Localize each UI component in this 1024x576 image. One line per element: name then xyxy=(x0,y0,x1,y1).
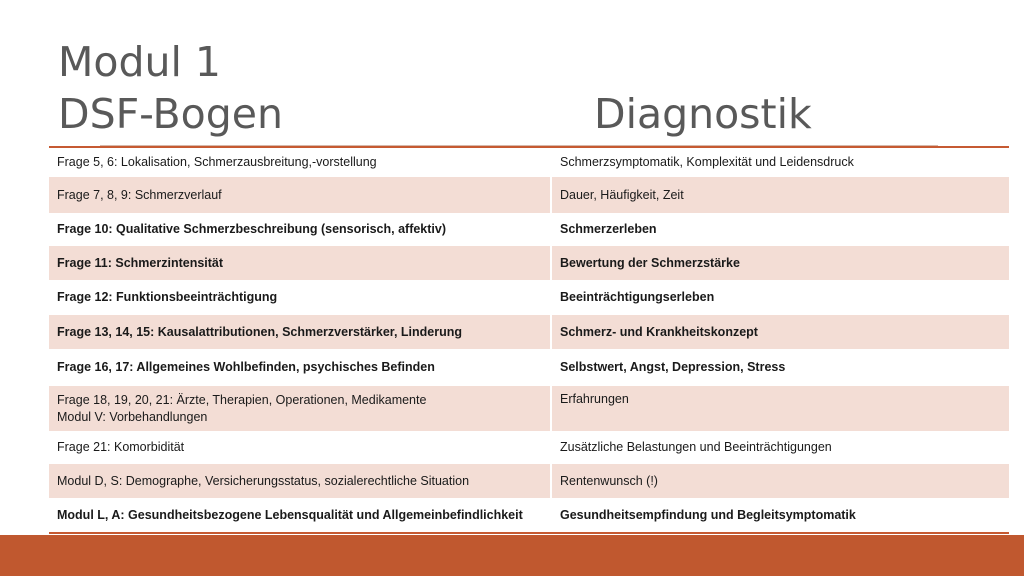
table-row xyxy=(49,431,1009,464)
table-row xyxy=(49,147,1009,177)
table-row xyxy=(49,386,1009,431)
title-line-2: DSF-Bogen xyxy=(58,90,283,138)
table-row xyxy=(49,177,1009,213)
table-cell-right: Selbstwert, Angst, Depression, Stress xyxy=(551,349,1009,386)
table-row xyxy=(49,315,1009,349)
mapping-table xyxy=(49,146,1009,534)
title-right: Diagnostik xyxy=(594,90,812,138)
table-cell-left: Frage 21: Komorbidität xyxy=(49,431,551,464)
table-cell-left: Modul D, S: Demographe, Versicherungsstatus, sozialerechtliche Situation xyxy=(49,464,551,498)
table-cell-left: Frage 11: Schmerzintensität xyxy=(49,246,551,280)
table-cell-left: Frage 12: Funktionsbeeinträchtigung xyxy=(49,280,551,315)
table-cell-left-line2: Modul V: Vorbehandlungen xyxy=(57,409,208,424)
table-cell-left-line1: Frage 18, 19, 20, 21: Ärzte, Therapien, Operationen, Medikamente xyxy=(57,392,427,407)
table-cell-right: Erfahrungen xyxy=(551,386,1009,431)
table-cell-left: Frage 13, 14, 15: Kausalattributionen, Schmerzverstärker, Linderung xyxy=(49,315,551,349)
table-cell-left: Frage 16, 17: Allgemeines Wohlbefinden, psychisches Befinden xyxy=(49,349,551,386)
table-cell-left xyxy=(49,386,551,431)
title-line-1: Modul 1 xyxy=(58,38,221,86)
table-cell-right: Rentenwunsch (!) xyxy=(551,464,1009,498)
table-row xyxy=(49,280,1009,315)
table-cell-right: Gesundheitsempfindung und Begleitsymptomatik xyxy=(551,498,1009,533)
table-cell-right: Zusätzliche Belastungen und Beeinträchtigungen xyxy=(551,431,1009,464)
table-cell-right: Schmerzsymptomatik, Komplexität und Leidensdruck xyxy=(551,147,1009,177)
table-cell-right: Bewertung der Schmerzstärke xyxy=(551,246,1009,280)
table-row xyxy=(49,464,1009,498)
table-cell-right: Schmerz- und Krankheitskonzept xyxy=(551,315,1009,349)
table-cell-left: Modul L, A: Gesundheitsbezogene Lebensqualität und Allgemeinbefindlichkeit xyxy=(49,498,551,533)
table-cell-right: Beeinträchtigungserleben xyxy=(551,280,1009,315)
table-row xyxy=(49,213,1009,246)
bottom-accent-bar xyxy=(0,535,1024,576)
table-cell-right: Dauer, Häufigkeit, Zeit xyxy=(551,177,1009,213)
table-cell-left: Frage 10: Qualitative Schmerzbeschreibung (sensorisch, affektiv) xyxy=(49,213,551,246)
table-cell-left: Frage 7, 8, 9: Schmerzverlauf xyxy=(49,177,551,213)
table-cell-left: Frage 5, 6: Lokalisation, Schmerzausbreitung,-vorstellung xyxy=(49,147,551,177)
table-row xyxy=(49,498,1009,533)
table-row xyxy=(49,246,1009,280)
table-cell-right: Schmerzerleben xyxy=(551,213,1009,246)
table-row xyxy=(49,349,1009,386)
